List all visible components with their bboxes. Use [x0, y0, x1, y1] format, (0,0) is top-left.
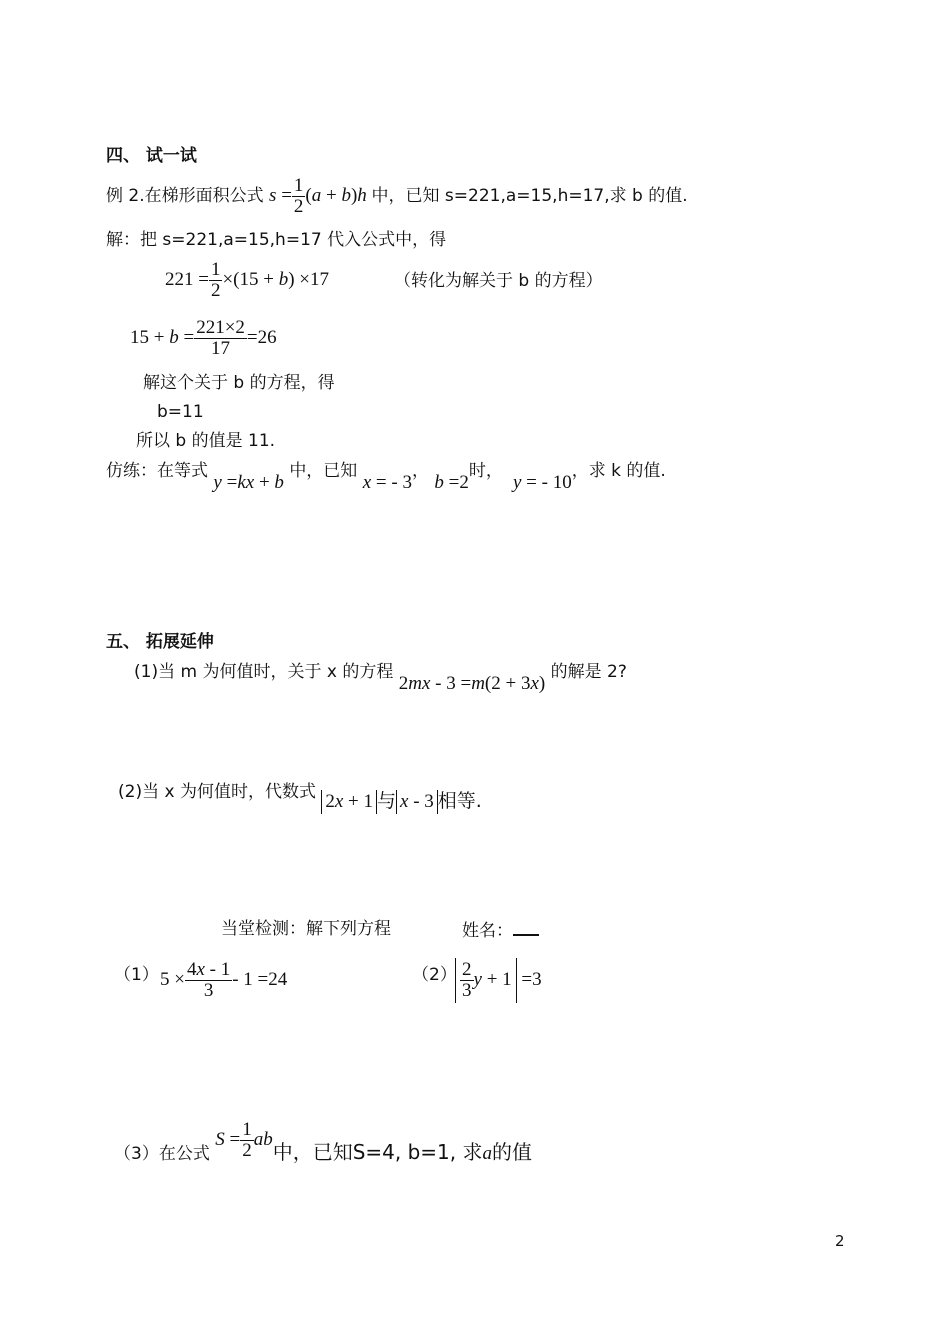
example-2-prefix: 例 2.在梯形面积公式 [106, 185, 264, 206]
question-2-mid: 与 [377, 790, 397, 812]
problem-1-equation: 5 × $\frac{4x - 1}{3}$ - 1 =24 [160, 959, 288, 1001]
solution-intro: 解：把 s=221,a=15,h=17 代入公式中，得 [106, 230, 447, 250]
solution-step-1 [165, 260, 329, 301]
solution-step-2 [130, 318, 277, 359]
name-label: 姓名： [462, 921, 513, 941]
question-2-line [118, 780, 482, 816]
solution-step-4: b=11 [157, 402, 204, 422]
question-2-suffix: 相等. [437, 790, 482, 812]
solution-step-3: 解这个关于 b 的方程，得 [143, 373, 335, 393]
practice-prefix: 仿练：在等式 [106, 461, 208, 481]
practice-suffix: ，求 k 的值. [571, 461, 666, 481]
section-5-heading: 五、 拓展延伸 [106, 632, 214, 652]
trapezoid-area-formula: s = $\frac{1}{2}$ (a + b)h [269, 175, 367, 217]
linear-equation: y =kx + b [213, 472, 284, 493]
question-2-prefix: (2)当 x 为何值时，代数式 [118, 782, 316, 802]
practice-line [106, 460, 666, 500]
name-field [462, 918, 539, 942]
x-value: x = - 3 [362, 472, 412, 493]
problem-3-prefix: （3）在公式 [114, 1143, 210, 1164]
question-1-prefix: (1)当 m 为何值时，关于 x 的方程 [134, 662, 394, 682]
practice-mid-2: 时， [468, 461, 503, 481]
section-4-heading: 四、 试一试 [106, 146, 197, 166]
solution-step-5: 所以 b 的值是 11. [136, 431, 276, 451]
solved-sum-equation: 15 + b = $\frac{221\times 2}{17}$ =26 [130, 317, 277, 359]
example-2-suffix: 中，已知 s=221,a=15,h=17,求 b 的值. [371, 185, 688, 206]
practice-mid-1: 中，已知 [289, 461, 358, 481]
problem-1-label: （1） [114, 965, 159, 985]
question-1-equation: 2mx - 3 =m(2 + 3x) [398, 673, 546, 694]
problem-3-suffix: 的值 [492, 1139, 532, 1164]
y-value: y = - 10 [512, 472, 572, 493]
page-number: 2 [835, 1232, 845, 1250]
abs-2x-plus-1: 2x + 1 [321, 790, 377, 814]
b-value: b =2 [434, 472, 469, 493]
problem-2-equation: $\frac{2}{3}$ y + 1 =3 [455, 958, 542, 1003]
question-1-suffix: 的解是 2? [550, 662, 627, 682]
problem-2-label: （2） [412, 965, 457, 985]
abs-x-minus-3: x - 3 [396, 790, 438, 814]
area-formula: S = $\frac{1}{2}$ ab [215, 1119, 273, 1161]
quiz-title: 当堂检测：解下列方程 [221, 919, 391, 939]
substituted-equation: 221 = $\frac{1}{2}$ ×(15 + b) ×17 [165, 259, 330, 301]
practice-separator: ， [411, 461, 429, 481]
problem-3-line [114, 1120, 532, 1172]
solution-step-1-note: （转化为解关于 b 的方程） [394, 271, 603, 291]
example-2-line [106, 176, 688, 217]
problem-3-mid: 中，已知S=4, b=1, 求 [272, 1139, 483, 1164]
question-1-line [134, 661, 627, 701]
problem-3-variable: a [482, 1142, 492, 1164]
name-blank [513, 918, 539, 936]
